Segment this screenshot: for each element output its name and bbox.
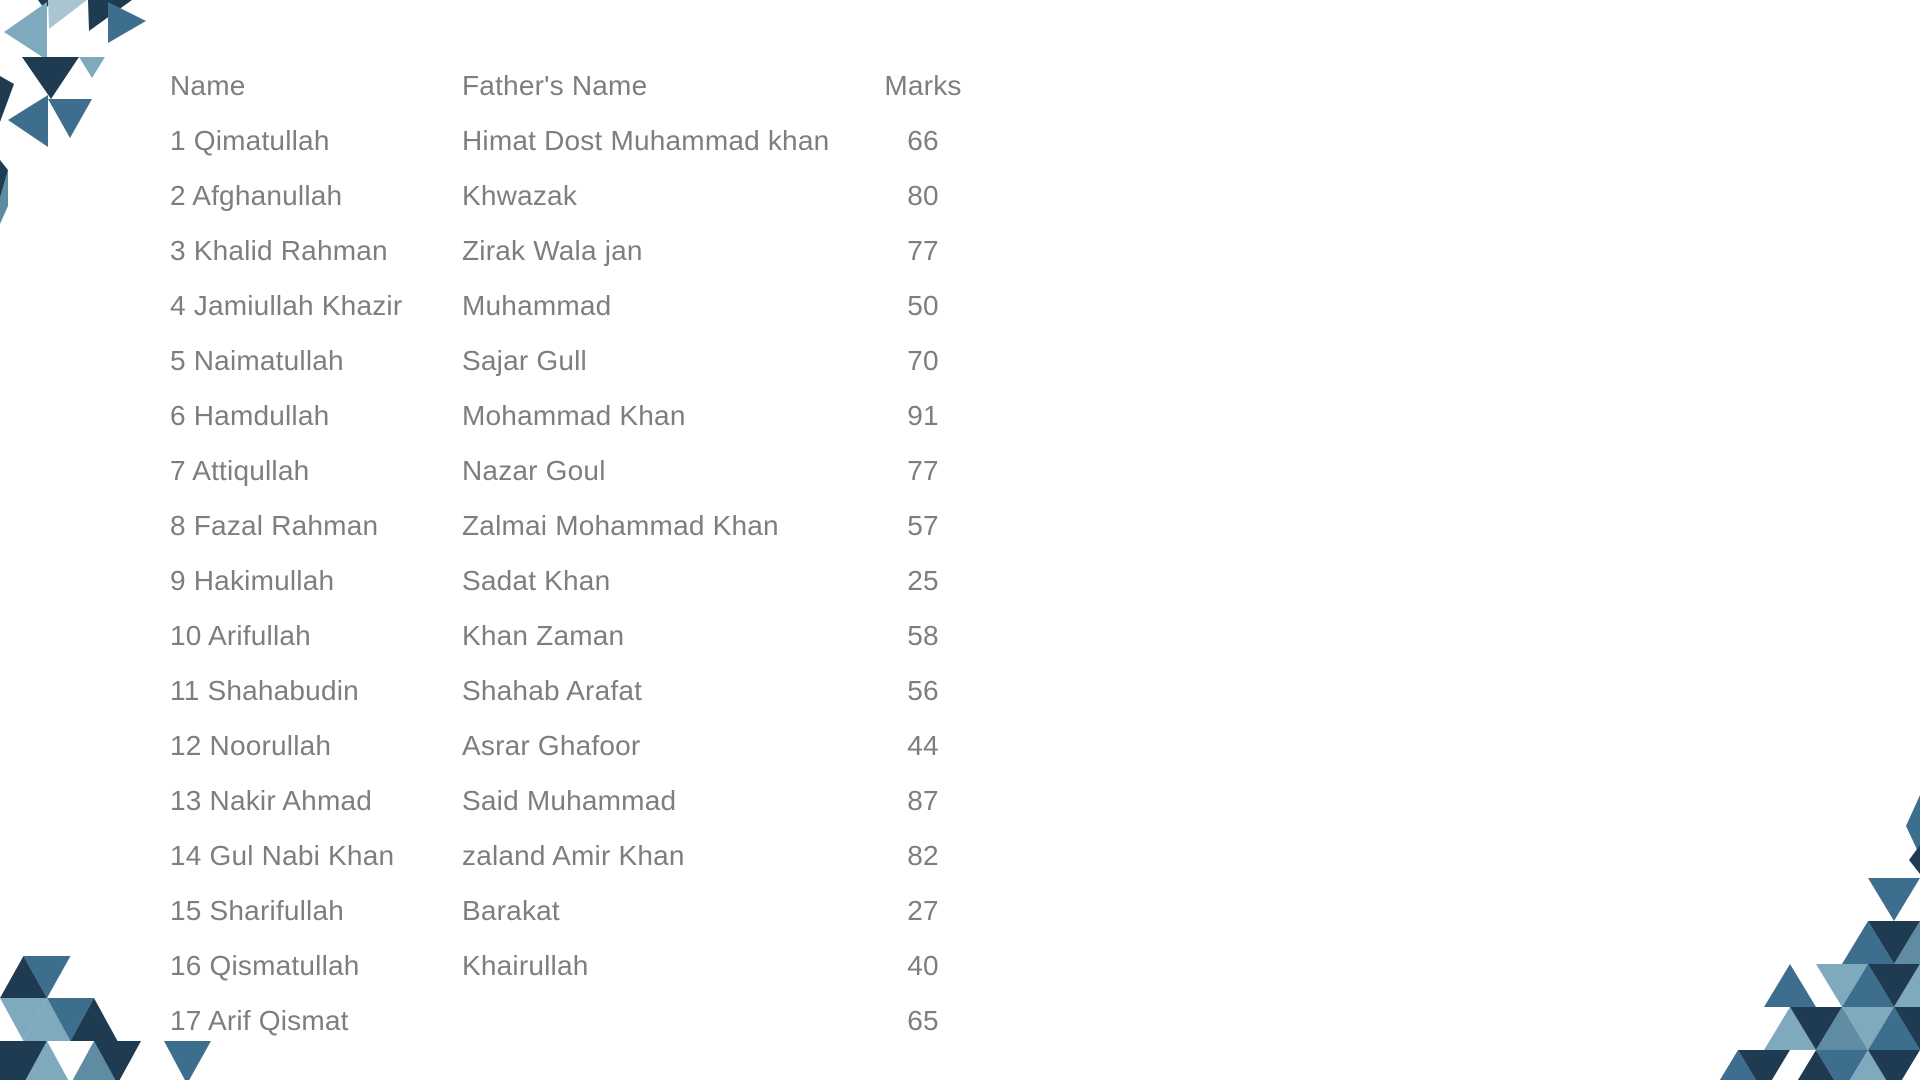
header-marks: Marks bbox=[884, 69, 962, 101]
student-name-cell: 12 Noorullah bbox=[170, 729, 332, 761]
table-row bbox=[170, 223, 970, 278]
marks-cell: 77 bbox=[907, 234, 939, 266]
father-name-cell: Mohammad Khan bbox=[462, 399, 686, 431]
marks-cell: 40 bbox=[907, 949, 939, 981]
father-name-cell: Khwazak bbox=[462, 179, 578, 211]
table-row bbox=[170, 388, 970, 443]
student-name-cell: 10 Arifullah bbox=[170, 619, 311, 651]
header-father: Father's Name bbox=[462, 69, 648, 101]
table-row bbox=[170, 608, 970, 663]
table-body bbox=[170, 113, 970, 1048]
father-name-cell: Nazar Goul bbox=[462, 454, 606, 486]
student-name-cell: 1 Qimatullah bbox=[170, 124, 330, 156]
student-name-cell: 8 Fazal Rahman bbox=[170, 509, 379, 541]
father-name-cell: Sadat Khan bbox=[462, 564, 611, 596]
table-row bbox=[170, 498, 970, 553]
table-row bbox=[170, 278, 970, 333]
father-name-cell: Zalmai Mohammad Khan bbox=[462, 509, 779, 541]
marks-cell: 25 bbox=[907, 564, 939, 596]
table-row bbox=[170, 443, 970, 498]
marks-cell: 91 bbox=[907, 399, 939, 431]
marks-cell: 56 bbox=[907, 674, 939, 706]
table-row bbox=[170, 718, 970, 773]
table-row bbox=[170, 113, 970, 168]
student-name-cell: 16 Qismatullah bbox=[170, 949, 360, 981]
student-name-cell: 4 Jamiullah Khazir bbox=[170, 289, 403, 321]
student-name-cell: 7 Attiqullah bbox=[170, 454, 310, 486]
father-name-cell: Muhammad bbox=[462, 289, 612, 321]
father-name-cell: Said Muhammad bbox=[462, 784, 677, 816]
marks-cell: 66 bbox=[907, 124, 939, 156]
marks-cell: 80 bbox=[907, 179, 939, 211]
father-name-cell: Shahab Arafat bbox=[462, 674, 643, 706]
corner-decoration-top-left bbox=[0, 0, 150, 230]
table-row bbox=[170, 993, 970, 1048]
student-name-cell: 2 Afghanullah bbox=[170, 179, 343, 211]
father-name-cell: Khairullah bbox=[462, 949, 589, 981]
corner-decoration-bottom-right bbox=[1700, 780, 1920, 1080]
student-name-cell: 6 Hamdullah bbox=[170, 399, 330, 431]
father-name-cell: zaland Amir Khan bbox=[462, 839, 685, 871]
triangle-mosaic bbox=[0, 0, 146, 224]
student-name-cell: 17 Arif Qismat bbox=[170, 1004, 349, 1036]
student-name-cell: 13 Nakir Ahmad bbox=[170, 784, 373, 816]
student-name-cell: 3 Khalid Rahman bbox=[170, 234, 388, 266]
table-row bbox=[170, 938, 970, 993]
table-header bbox=[170, 58, 970, 113]
marks-cell: 57 bbox=[907, 509, 939, 541]
marks-cell: 44 bbox=[907, 729, 939, 761]
student-name-cell: 11 Shahabudin bbox=[170, 674, 359, 706]
table-row bbox=[170, 773, 970, 828]
header-name: Name bbox=[170, 69, 246, 101]
marks-table bbox=[170, 58, 970, 1048]
marks-cell: 87 bbox=[907, 784, 939, 816]
father-name-cell: Barakat bbox=[462, 894, 560, 926]
table-row bbox=[170, 333, 970, 388]
marks-cell: 82 bbox=[907, 839, 939, 871]
father-name-cell: Himat Dost Muhammad khan bbox=[462, 124, 830, 156]
table-row bbox=[170, 553, 970, 608]
father-name-cell: Asrar Ghafoor bbox=[462, 729, 641, 761]
marks-cell: 58 bbox=[907, 619, 939, 651]
father-name-cell: Zirak Wala jan bbox=[462, 234, 643, 266]
father-name-cell: Khan Zaman bbox=[462, 619, 625, 651]
marks-cell: 77 bbox=[907, 454, 939, 486]
student-name-cell: 14 Gul Nabi Khan bbox=[170, 839, 395, 871]
student-name-cell: 5 Naimatullah bbox=[170, 344, 344, 376]
student-name-cell: 15 Sharifullah bbox=[170, 894, 345, 926]
table-row bbox=[170, 168, 970, 223]
marks-cell: 70 bbox=[907, 344, 939, 376]
table-row bbox=[170, 663, 970, 718]
marks-cell: 50 bbox=[907, 289, 939, 321]
table-row bbox=[170, 883, 970, 938]
table-row bbox=[170, 828, 970, 883]
father-name-cell: Sajar Gull bbox=[462, 344, 587, 376]
triangle-mosaic bbox=[1712, 795, 1920, 1080]
student-name-cell: 9 Hakimullah bbox=[170, 564, 335, 596]
marks-cell: 27 bbox=[907, 894, 939, 926]
marks-cell: 65 bbox=[907, 1004, 939, 1036]
